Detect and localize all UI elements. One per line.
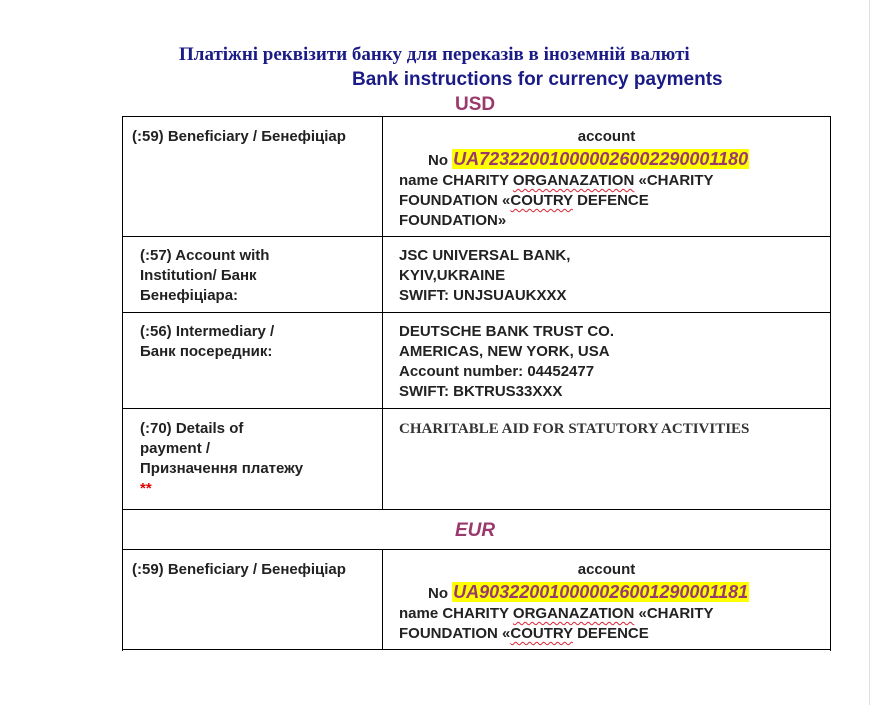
- currency-eur-heading: EUR: [455, 520, 496, 541]
- eur-account-number: UA903220010000026001290001181: [453, 582, 749, 602]
- required-mark: **: [140, 480, 152, 497]
- currency-usd-heading: USD: [455, 94, 496, 115]
- eur-no-label: No: [428, 585, 448, 602]
- eur-beneficiary-name: [399, 604, 819, 644]
- usd-name-line-3: FOUNDATION»: [399, 212, 507, 229]
- usd-beneficiary-label: (:59) Beneficiary / Бенефіціар: [132, 128, 346, 145]
- title-ukrainian: Платіжні реквізити банку для переказів в іноземній валюті: [179, 44, 690, 65]
- usd-name-line-1: name CHARITY ORGANAZATION «CHARITY: [399, 172, 714, 189]
- page-edge: [869, 0, 870, 705]
- row-divider: [123, 549, 830, 550]
- usd-institution-value: JSC UNIVERSAL BANK, KYIV,UKRAINE SWIFT: UNJSUAUKXXX: [399, 247, 571, 304]
- eur-account-label: account: [577, 561, 636, 578]
- usd-beneficiary-name: [399, 171, 819, 231]
- eur-name-line-1: name CHARITY ORGANAZATION «CHARITY: [399, 605, 714, 622]
- row-divider: [123, 312, 830, 313]
- usd-name-line-2: FOUNDATION «COUTRY DEFENCE: [399, 192, 649, 209]
- eur-name-line-2: FOUNDATION «COUTRY DEFENCE: [399, 625, 649, 642]
- usd-no-label: No: [428, 152, 448, 169]
- bank-details-table: [122, 116, 831, 651]
- usd-account-number-line: [428, 148, 749, 172]
- eur-beneficiary-label: (:59) Beneficiary / Бенефіціар: [132, 561, 346, 578]
- usd-account-number: UA723220010000026002290001180: [453, 149, 749, 169]
- usd-details-label: (:70) Details of payment / Призначення платежу **: [140, 420, 304, 497]
- column-divider: [382, 117, 383, 509]
- usd-institution-label: (:57) Account with Institution/ Банк Бенефіціара:: [140, 247, 270, 304]
- row-divider: [123, 649, 830, 650]
- row-divider: [123, 509, 830, 510]
- usd-intermediary-value: DEUTSCHE BANK TRUST CO. AMERICAS, NEW YORK, USA Account number: 04452477 SWIFT: BKTRUS33XXX: [399, 323, 615, 400]
- usd-details-value: CHARITABLE AID FOR STATUTORY ACTIVITIES: [399, 421, 750, 437]
- eur-account-number-line: [428, 581, 749, 605]
- row-divider: [123, 408, 830, 409]
- usd-account-label: account: [577, 128, 636, 145]
- title-english: Bank instructions for currency payments: [352, 69, 723, 90]
- usd-intermediary-label: (:56) Intermediary / Банк посередник:: [140, 323, 275, 360]
- row-divider: [123, 236, 830, 237]
